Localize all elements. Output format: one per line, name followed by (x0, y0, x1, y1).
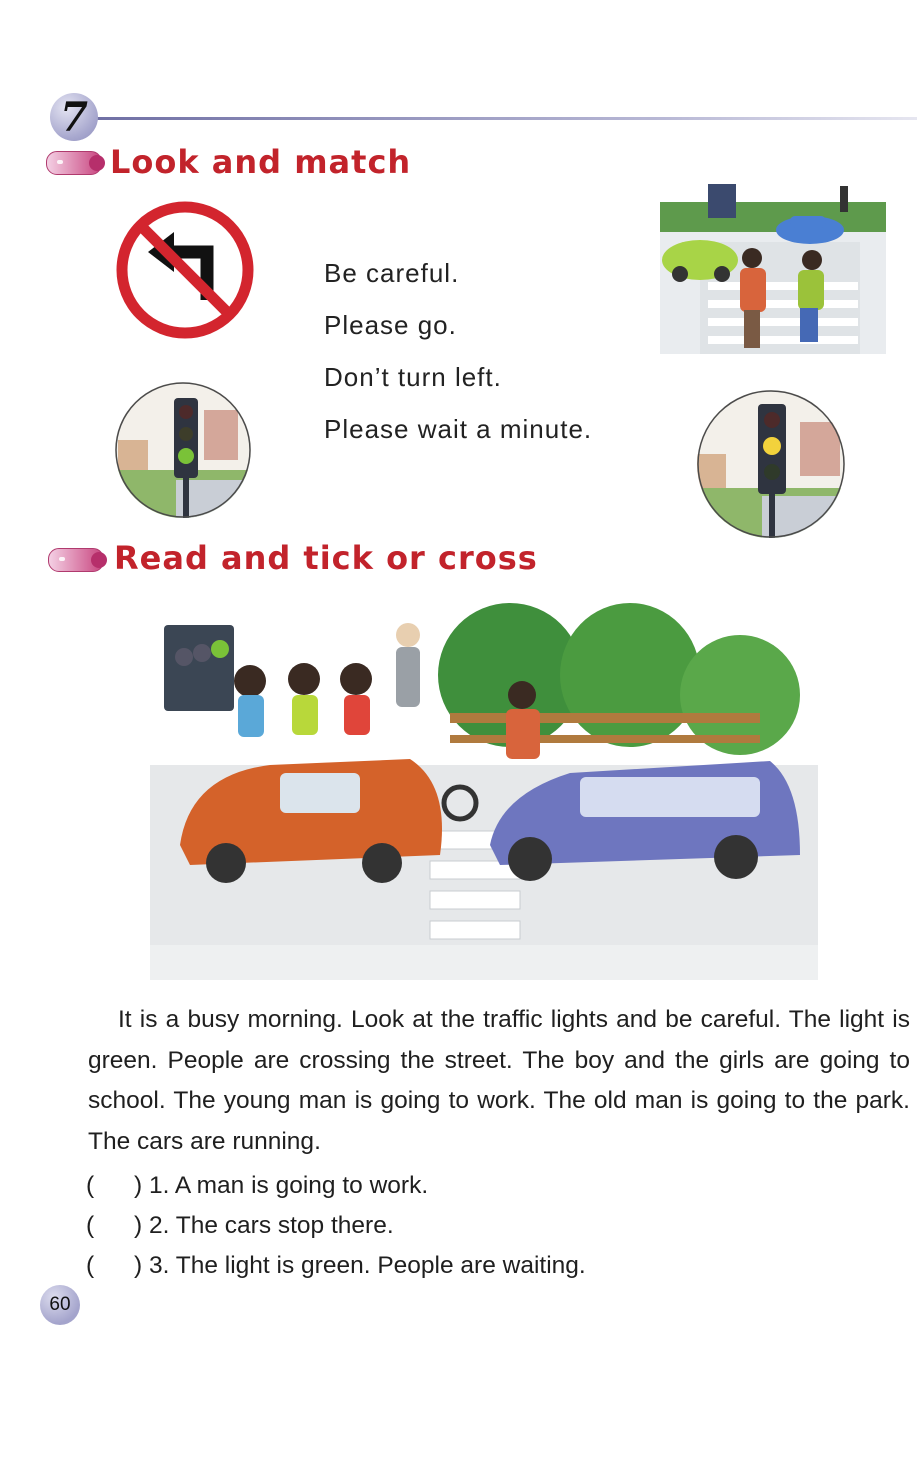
no-left-turn-sign-image (112, 200, 258, 340)
page-number: 60 (40, 1285, 80, 1325)
header-rule (90, 117, 917, 120)
section-pill-icon (46, 151, 102, 175)
question-item (86, 1212, 394, 1240)
match-sentence: Be careful. (324, 258, 460, 288)
answer-paren[interactable]: ( (86, 1172, 95, 1199)
section-title-read-and-tick: Read and tick or cross (114, 539, 538, 577)
unit-number-badge: 7 (50, 93, 98, 141)
match-sentence-list (324, 256, 592, 464)
match-sentence: Don’t turn left. (324, 362, 502, 392)
answer-paren[interactable]: ( (86, 1252, 95, 1279)
question-item (86, 1172, 428, 1200)
people-crossing-street-image (660, 182, 886, 354)
question-text: ) 1. A man is going to work. (134, 1172, 429, 1199)
yellow-traffic-light-image (682, 388, 860, 540)
answer-paren[interactable]: ( (86, 1212, 95, 1239)
reading-passage: It is a busy morning. Look at the traffic lights and be careful. The light is green. People are crossing the street. The boy and the girls are going to school. The young man is going to work. The old man is going to the park. The cars are running. (88, 1006, 910, 1155)
match-sentence: Please go. (324, 310, 457, 340)
section-pill-icon (48, 548, 104, 572)
section-title-look-and-match: Look and match (110, 143, 412, 181)
busy-street-scene-image (150, 595, 818, 980)
question-text: ) 2. The cars stop there. (134, 1212, 394, 1239)
question-item (86, 1252, 586, 1280)
match-sentence: Please wait a minute. (324, 414, 593, 444)
green-traffic-light-image (104, 380, 262, 520)
question-text: ) 3. The light is green. People are waiting. (134, 1252, 586, 1279)
